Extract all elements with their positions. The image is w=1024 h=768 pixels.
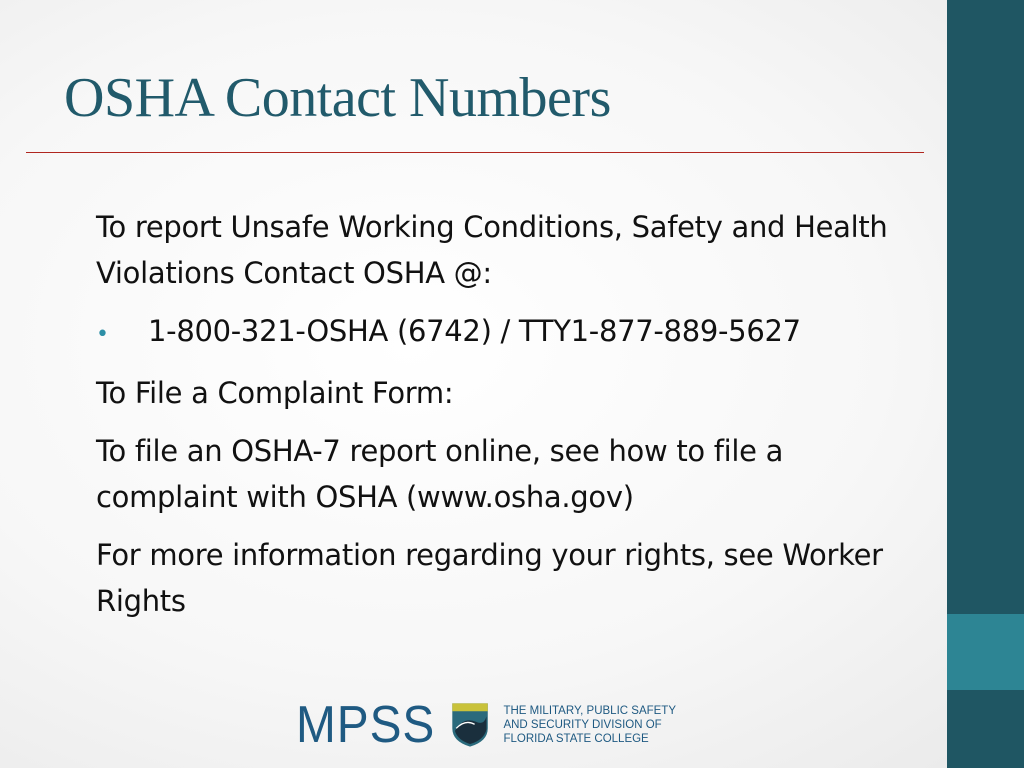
title-divider [26, 152, 924, 153]
bullet-icon: • [96, 322, 109, 347]
slide-body [96, 204, 896, 636]
shield-icon [451, 690, 489, 760]
logo-wordmark: MPSS [296, 696, 436, 754]
logo-caption-line: THE MILITARY, PUBLIC SAFETY [503, 705, 676, 717]
intro-text: To report Unsafe Working Conditions, Safety and Health Violations Contact OSHA @: [96, 210, 888, 290]
logo-caption-line: FLORIDA STATE COLLEGE [503, 733, 649, 745]
mpss-logo [296, 690, 676, 760]
list-item [96, 308, 896, 358]
sidebar-accent-block [947, 614, 1024, 690]
logo-caption [503, 704, 676, 746]
complaint-text: To file an OSHA-7 report online, see how to file a complaint with OSHA (www.osha.gov) [96, 434, 784, 514]
slide-title: OSHA Contact Numbers [64, 67, 611, 129]
phone-numbers: 1-800-321-OSHA (6742) / TTY1-877-889-5627 [148, 314, 801, 348]
logo-caption-line: AND SECURITY DIVISION OF [503, 719, 662, 731]
rights-text: For more information regarding your rights, see Worker Rights [96, 538, 883, 618]
complaint-heading: To File a Complaint Form: [96, 376, 454, 410]
